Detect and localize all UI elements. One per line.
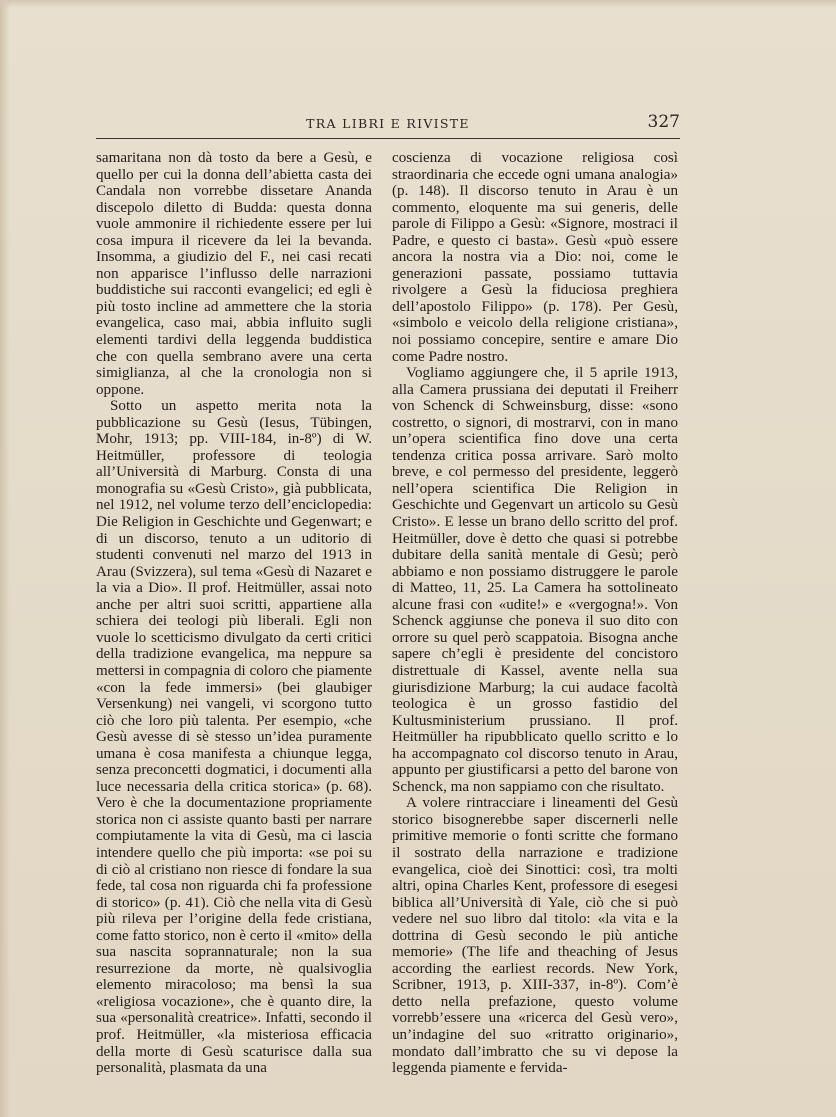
paragraph: Vogliamo aggiungere che, il 5 aprile 1913, alla Camera prussiana dei deputati il Freiherr von Schenck di Schweinsburg, disse: «sono costretto, o signori, di mostrarvi, con in mano un’opera scientifica fino dove una certa tendenza critica possa arrivare. Sarò molto breve, e col permesso del presidente, leggerò nell’opera scientifica Die Religion in Geschichte und Gegenvart un articolo su Gesù Cristo». E lesse un brano dello scritto del prof. Heitmüller, dove è detto che quasi si potrebbe dubitare della sanità mentale di Gesù; però abbiamo e non possiamo distruggere le parole di Matteo, 11, 25. La Camera ha sottolineato alcune frasi con «udite!» e «vergogna!». Von Schenck aggiunse che poneva il suo dito con orrore su quel però scappatoia. Bisogna anche sapere ch’egli è presidente del concistoro distrettuale di Kassel, avente nella sua giurisdizione Marburg; la cui audace facoltà teologica è un grosso fastidio del Kultusministerium prussiano. Il prof. Heitmüller ha ripubblicato quello scritto e lo ha accompagnato col discorso tenuto in Arau, appunto per giustificarsi a petto del barone von Schenck, ma non sappiamo con che risultato.: [392, 365, 678, 795]
paragraph: A volere rintracciare i lineamenti del Gesù storico bisognerebbe saper discernerli nelle primitive memorie o fonti scritte che formano il sostrato della narrazione e tradizione evangelica, cioè dei Sinottici: così, tra molti altri, opina Charles Kent, professore di esegesi biblica all’Università di Yale, ciò che si può vedere nel suo libro dal titolo: «la vita e la dottrina di Gesù secondo le più antiche memorie» (The life and theaching of Jesus according the earliest records. New York, Scribner, 1913, p. XIII-337, in-8º). Com’è detto nella prefazione, questo volume vorrebb’essere una «ricerca del Gesù vero», un’indagine del suo «ritratto originario», mondato dall’imbratto che su vi depose la leggenda piamente e fervida-: [392, 795, 678, 1077]
right-column: [392, 150, 678, 1077]
left-column: [96, 150, 372, 1077]
page-header: [96, 112, 680, 138]
paragraph: samaritana non dà tosto da bere a Gesù, e quello per cui la donna dell’abietta casta dei Candala non vorrebbe dissetare Ananda discepolo diletto di Budda: questa donna vuole ammonire il richiedente essere per lui cosa impura il ricevere da lei la bevanda. Insomma, a giudizio del F., nei casi recati non apparisce l’influsso delle narrazioni buddistiche sui racconti evangelici; ed egli è più tosto incline ad ammettere che la storia evangelica, caso mai, abbia influito sugli elementi tardivi della leggenda buddistica che con quella sembrano avere una certa simiglianza, al che la cronologia non si oppone.: [96, 150, 372, 398]
header-rule: [96, 138, 680, 139]
paragraph: Sotto un aspetto merita nota la pubblicazione su Gesù (Iesus, Tübingen, Mohr, 1913; pp. VIII-184, in-8º) di W. Heitmüller, professore di teologia all’Università di Marburg. Consta di una monografia su «Gesù Cristo», già pubblicata, nel 1912, nel volume terzo dell’enciclopedia: Die Religion in Geschichte und Gegenwart; e di un discorso, tenuto a un uditorio di studenti convenuti nel marzo del 1913 in Arau (Svizzera), sul tema «Gesù di Nazaret e la via a Dio». Il prof. Heitmüller, assai noto anche per altri suoi scritti, appartiene alla schiera dei teologi più liberali. Egli non vuole lo scetticismo divulgato da certi critici della tradizione evangelica, ma neppure sa mettersi in compagnia di coloro che piamente «con la fede immersi» (bei glaubiger Versenkung) nei vangeli, vi scorgono tutto ciò che loro più talenta. Per esempio, «che Gesù avesse di sè stesso un’idea puramente umana è cosa manifesta a chiunque legga, senza preconcetti dogmatici, i documenti alla luce necessaria della critica storica» (p. 68). Vero è che la documentazione propriamente storica non ci assiste quanto basti per narrare compiutamente la vita di Gesù, ma ci lascia intendere quello che più importa: «se poi su di ciò al cristiano non riesce di fondare la sua fede, tal cosa non riguarda chi fa professione di storico» (p. 41). Ciò che nella vita di Gesù più rileva per l’origine della fede cristiana, come fatto storico, non è certo il «mito» della sua nascita soprannaturale; non la sua resurrezione da morte, nè qualsivoglia elemento miracoloso; ma bensì la sua «religiosa vocazione», che è quanto dire, la sua «personalità creatrice». Infatti, secondo il prof. Heitmüller, «la misteriosa efficacia della morte di Gesù scaturisce dalla sua personalità, plasmata da una: [96, 398, 372, 1077]
page-top-shadow: [0, 0, 836, 8]
paragraph: coscienza di vocazione religiosa così straordinaria che eccede ogni umana analogia» (p. 148). Il discorso tenuto in Arau è un commento, eloquente ma sui generis, delle parole di Filippo a Gesù: «Signore, mostraci il Padre, e questo ci basta». Gesù «può essere ancora la nostra via a Dio: noi, come le generazioni passate, possiamo tuttavia rivolgere a Gesù la fiduciosa preghiera dell’apostolo Filippo» (p. 178). Per Gesù, «simbolo e veicolo della religione cristiana», noi possiamo concepire, sentire e amare Dio come Padre nostro.: [392, 150, 678, 365]
running-title: TRA LIBRI E RIVISTE: [306, 116, 470, 131]
page-edge-shadow: [0, 0, 10, 1117]
page-number: 327: [647, 112, 680, 132]
